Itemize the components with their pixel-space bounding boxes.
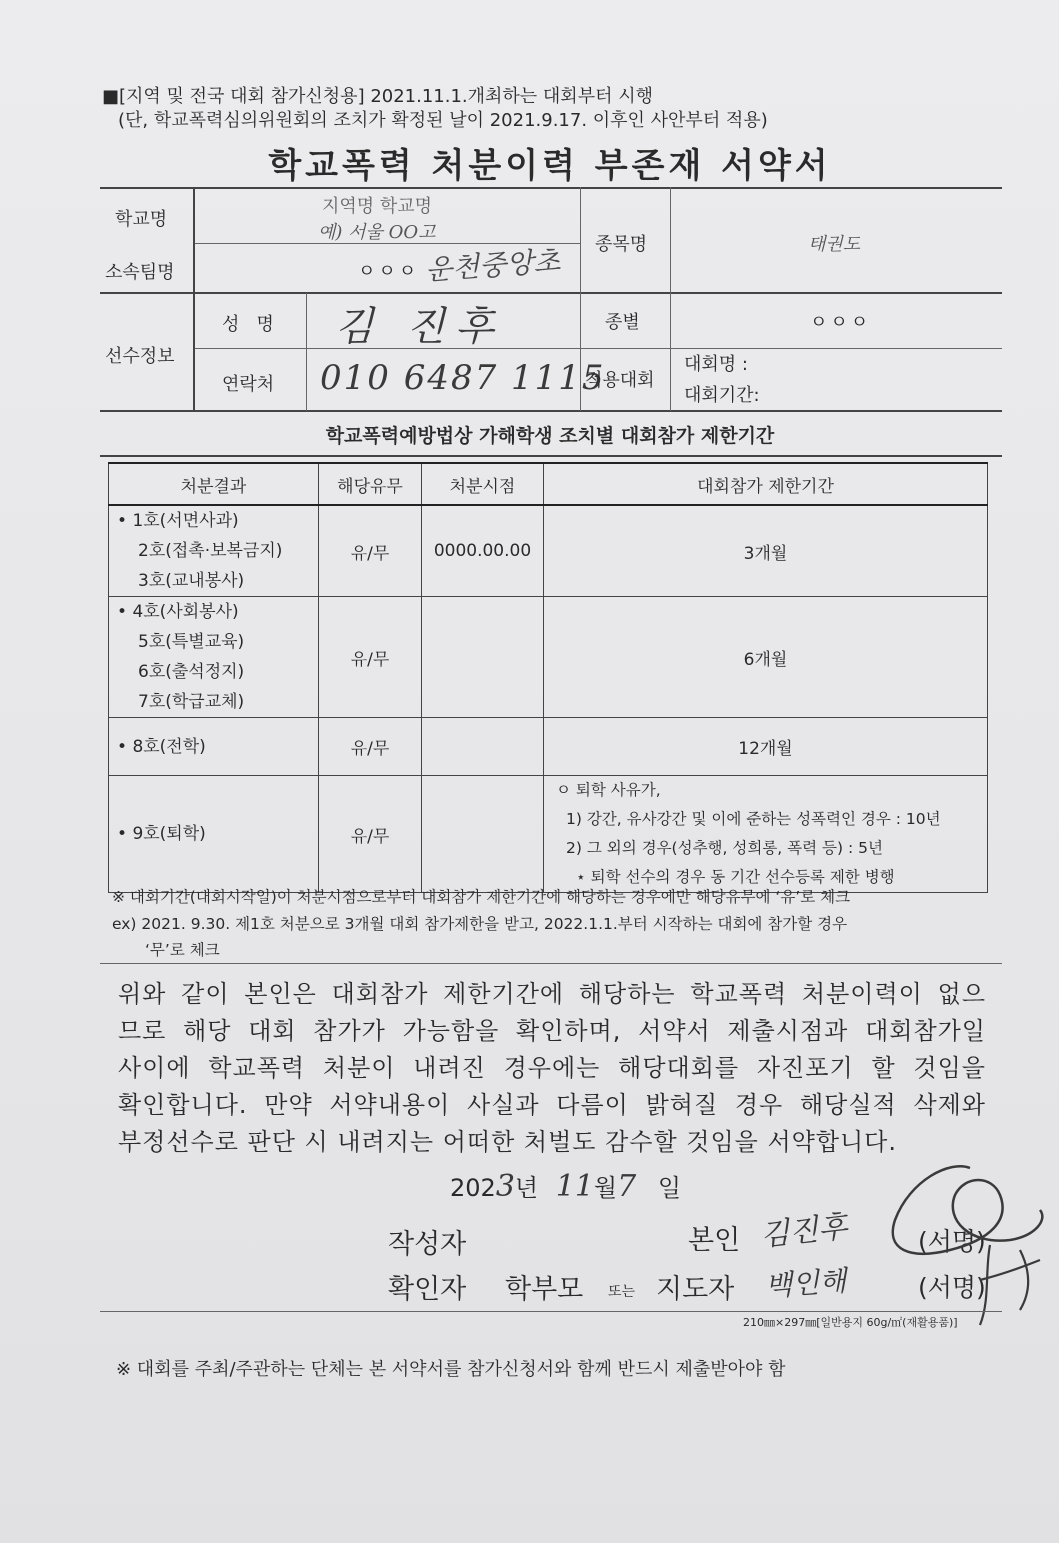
disposition-item: • 1호(서면사과): [117, 511, 239, 531]
applicable-cell: 유/무: [319, 597, 422, 718]
info-table-bottom-border: [100, 410, 1002, 412]
disposition-item: • 8호(전학): [117, 736, 206, 757]
info-divider: [100, 292, 1002, 294]
month-label: 월: [593, 1174, 618, 1202]
disposition-item: • 4호(사회봉사): [117, 602, 239, 622]
sport-label: 종목명: [595, 234, 648, 255]
final-note: ※ 대회를 주최/주관하는 단체는 본 서약서를 참가신청서와 함께 반드시 제출받아야 함: [116, 1359, 786, 1380]
self-signature: 김진후: [758, 1209, 849, 1254]
table-row: [109, 505, 988, 597]
date-cell: [422, 597, 544, 718]
document-title: 학교폭력 처분이력 부존재 서약서: [268, 146, 832, 186]
period-cell: 3개월: [544, 505, 988, 597]
signature-divider: [100, 1311, 1002, 1312]
disposition-item: 2호(접촉·보복금지): [138, 541, 283, 561]
info-vertical-divider: [306, 293, 307, 411]
bullet: •: [117, 824, 128, 844]
year-label: 년: [514, 1174, 539, 1202]
disposition-item: 6호(출석정지): [138, 662, 245, 682]
or-label: 또는: [608, 1284, 636, 1300]
name-label: 성 명: [222, 314, 274, 335]
day-handwritten: 7: [617, 1169, 637, 1204]
name-handwritten: 김 진후: [335, 304, 504, 350]
date-cell: 0000.00.00: [422, 505, 544, 597]
applicable-cell: 유/무: [319, 776, 422, 893]
period-cell: 12개월: [544, 718, 988, 776]
table-row: [109, 597, 988, 718]
competition-label: 적용대회: [585, 370, 655, 391]
disposition-item: 5호(특별교육): [138, 632, 245, 652]
header-cell: 처분결과: [109, 463, 319, 505]
period-line: 2) 그 외의 경우(성추행, 성희롱, 폭력 등) : 5년: [566, 839, 883, 857]
bullet: •: [117, 736, 128, 757]
contact-handwritten: 010 6487 1115: [320, 358, 606, 398]
pledge-line: 위와 같이 본인은 대회참가 제한기간에 해당하는 학교폭력 처분이력이 없으: [118, 980, 986, 1008]
restriction-table: [108, 462, 988, 893]
notice-line-2: (단, 학교폭력심의위원회의 조치가 확정된 날이 2021.9.17. 이후인 사안부터 적용): [118, 110, 768, 131]
competition-name-label: 대회명 :: [684, 354, 748, 375]
date-cell: [422, 776, 544, 893]
coach-label: 지도자: [656, 1274, 735, 1305]
info-table-top-border: [100, 187, 1002, 189]
player-info-label: 선수정보: [105, 346, 175, 367]
header-cell: 대회참가 제한기간: [544, 463, 988, 505]
info-divider: [195, 348, 1002, 349]
pledge-date: [450, 1168, 681, 1204]
bullet: •: [117, 511, 128, 531]
period-line: 1) 강간, 유사강간 및 이에 준하는 성폭력인 경우 : 10년: [566, 810, 941, 828]
note-2: ex) 2021. 9.30. 제1호 처분으로 3개월 대회 참가제한을 받고, 2022.1.1.부터 시작하는 대회에 참가할 경우: [112, 915, 848, 933]
info-vertical-divider: [670, 187, 671, 411]
self-label: 본인: [688, 1225, 741, 1256]
day-label: 일: [657, 1174, 682, 1202]
info-vertical-divider: [193, 187, 195, 411]
applicable-cell: 유/무: [319, 505, 422, 597]
disposition-item: 7호(학급교체): [138, 692, 245, 712]
school-example: 예) 서울 OO고: [318, 222, 436, 243]
table-header-row: [109, 463, 988, 505]
disposition-item: 3호(교내봉사): [138, 571, 245, 591]
team-handwritten: 운천중앙초: [424, 244, 562, 287]
school-hint: 지역명 학교명: [322, 196, 433, 217]
month-handwritten: 11: [555, 1169, 594, 1204]
restriction-section-title: 학교폭력예방법상 가해학생 조치별 대회참가 제한기간: [325, 425, 775, 447]
note-1: ※ 대회기간(대회시작일)이 처분시점으로부터 대회참가 제한기간에 해당하는 경우에만 해당유무에 ‘유’로 체크: [112, 888, 851, 906]
header-cell: 처분시점: [422, 463, 544, 505]
applicable-cell: 유/무: [319, 718, 422, 776]
pledge-paragraph: [118, 976, 986, 1161]
period-cell: [544, 776, 988, 893]
date-cell: [422, 718, 544, 776]
year-prefix: 202: [450, 1174, 496, 1202]
period-cell: 6개월: [544, 597, 988, 718]
parent-label: 학부모: [505, 1274, 584, 1305]
period-line: ㅇ 퇴학 사유가,: [556, 781, 661, 799]
sport-value: 태권도: [808, 234, 861, 255]
contact-label: 연락처: [222, 374, 275, 395]
school-label: 학교명: [115, 209, 168, 230]
notes-divider: [100, 963, 1002, 964]
paper-spec: 210㎜×297㎜[일반용지 60g/㎡(재활용품)]: [743, 1316, 958, 1329]
team-label: 소속팀명: [105, 262, 175, 283]
table-row: [109, 718, 988, 776]
table-row: [109, 776, 988, 893]
competition-period-label: 대회기간:: [684, 385, 760, 406]
sign-label: (서명): [918, 1227, 986, 1256]
sign-label-2: (서명): [918, 1273, 986, 1302]
team-placeholder: ㅇㅇㅇ: [358, 261, 420, 282]
writer-label: 작성자: [388, 1229, 467, 1260]
period-line: ⋆ 퇴학 선수의 경우 동 기간 선수등록 제한 병행: [576, 868, 895, 886]
note-3: ‘무’로 체크: [145, 941, 220, 959]
category-label: 종별: [605, 312, 640, 333]
bullet: •: [117, 602, 128, 622]
pledge-line: 므로 해당 대회 참가가 가능함을 확인하며, 서약서 제출시점과 대회참가일: [118, 1017, 986, 1045]
pledge-line: 확인합니다. 만약 서약내용이 사실과 다름이 밝혀질 경우 해당실적 삭제와: [118, 1091, 986, 1119]
category-value: ㅇㅇㅇ: [810, 312, 872, 333]
year-handwritten: 3: [495, 1169, 515, 1204]
header-cell: 해당유무: [319, 463, 422, 505]
disposition-cell: [109, 776, 319, 893]
disposition-cell: [109, 597, 319, 718]
section-divider: [100, 455, 1002, 457]
notice-line-1: ■[지역 및 전국 대회 참가신청용] 2021.11.1.개최하는 대회부터 시행: [102, 86, 653, 107]
disposition-cell: [109, 505, 319, 597]
disposition-item: • 9호(퇴학): [117, 824, 206, 844]
verifier-label: 확인자: [388, 1274, 467, 1305]
disposition-cell: [109, 718, 319, 776]
pledge-line: 사이에 학교폭력 처분이 내려진 경우에는 해당대회를 자진포기 할 것임을: [118, 1054, 986, 1082]
coach-signature: 백인해: [764, 1264, 848, 1303]
pledge-line: 부정선수로 판단 시 내려지는 어떠한 처벌도 감수할 것임을 서약합니다.: [118, 1128, 897, 1156]
